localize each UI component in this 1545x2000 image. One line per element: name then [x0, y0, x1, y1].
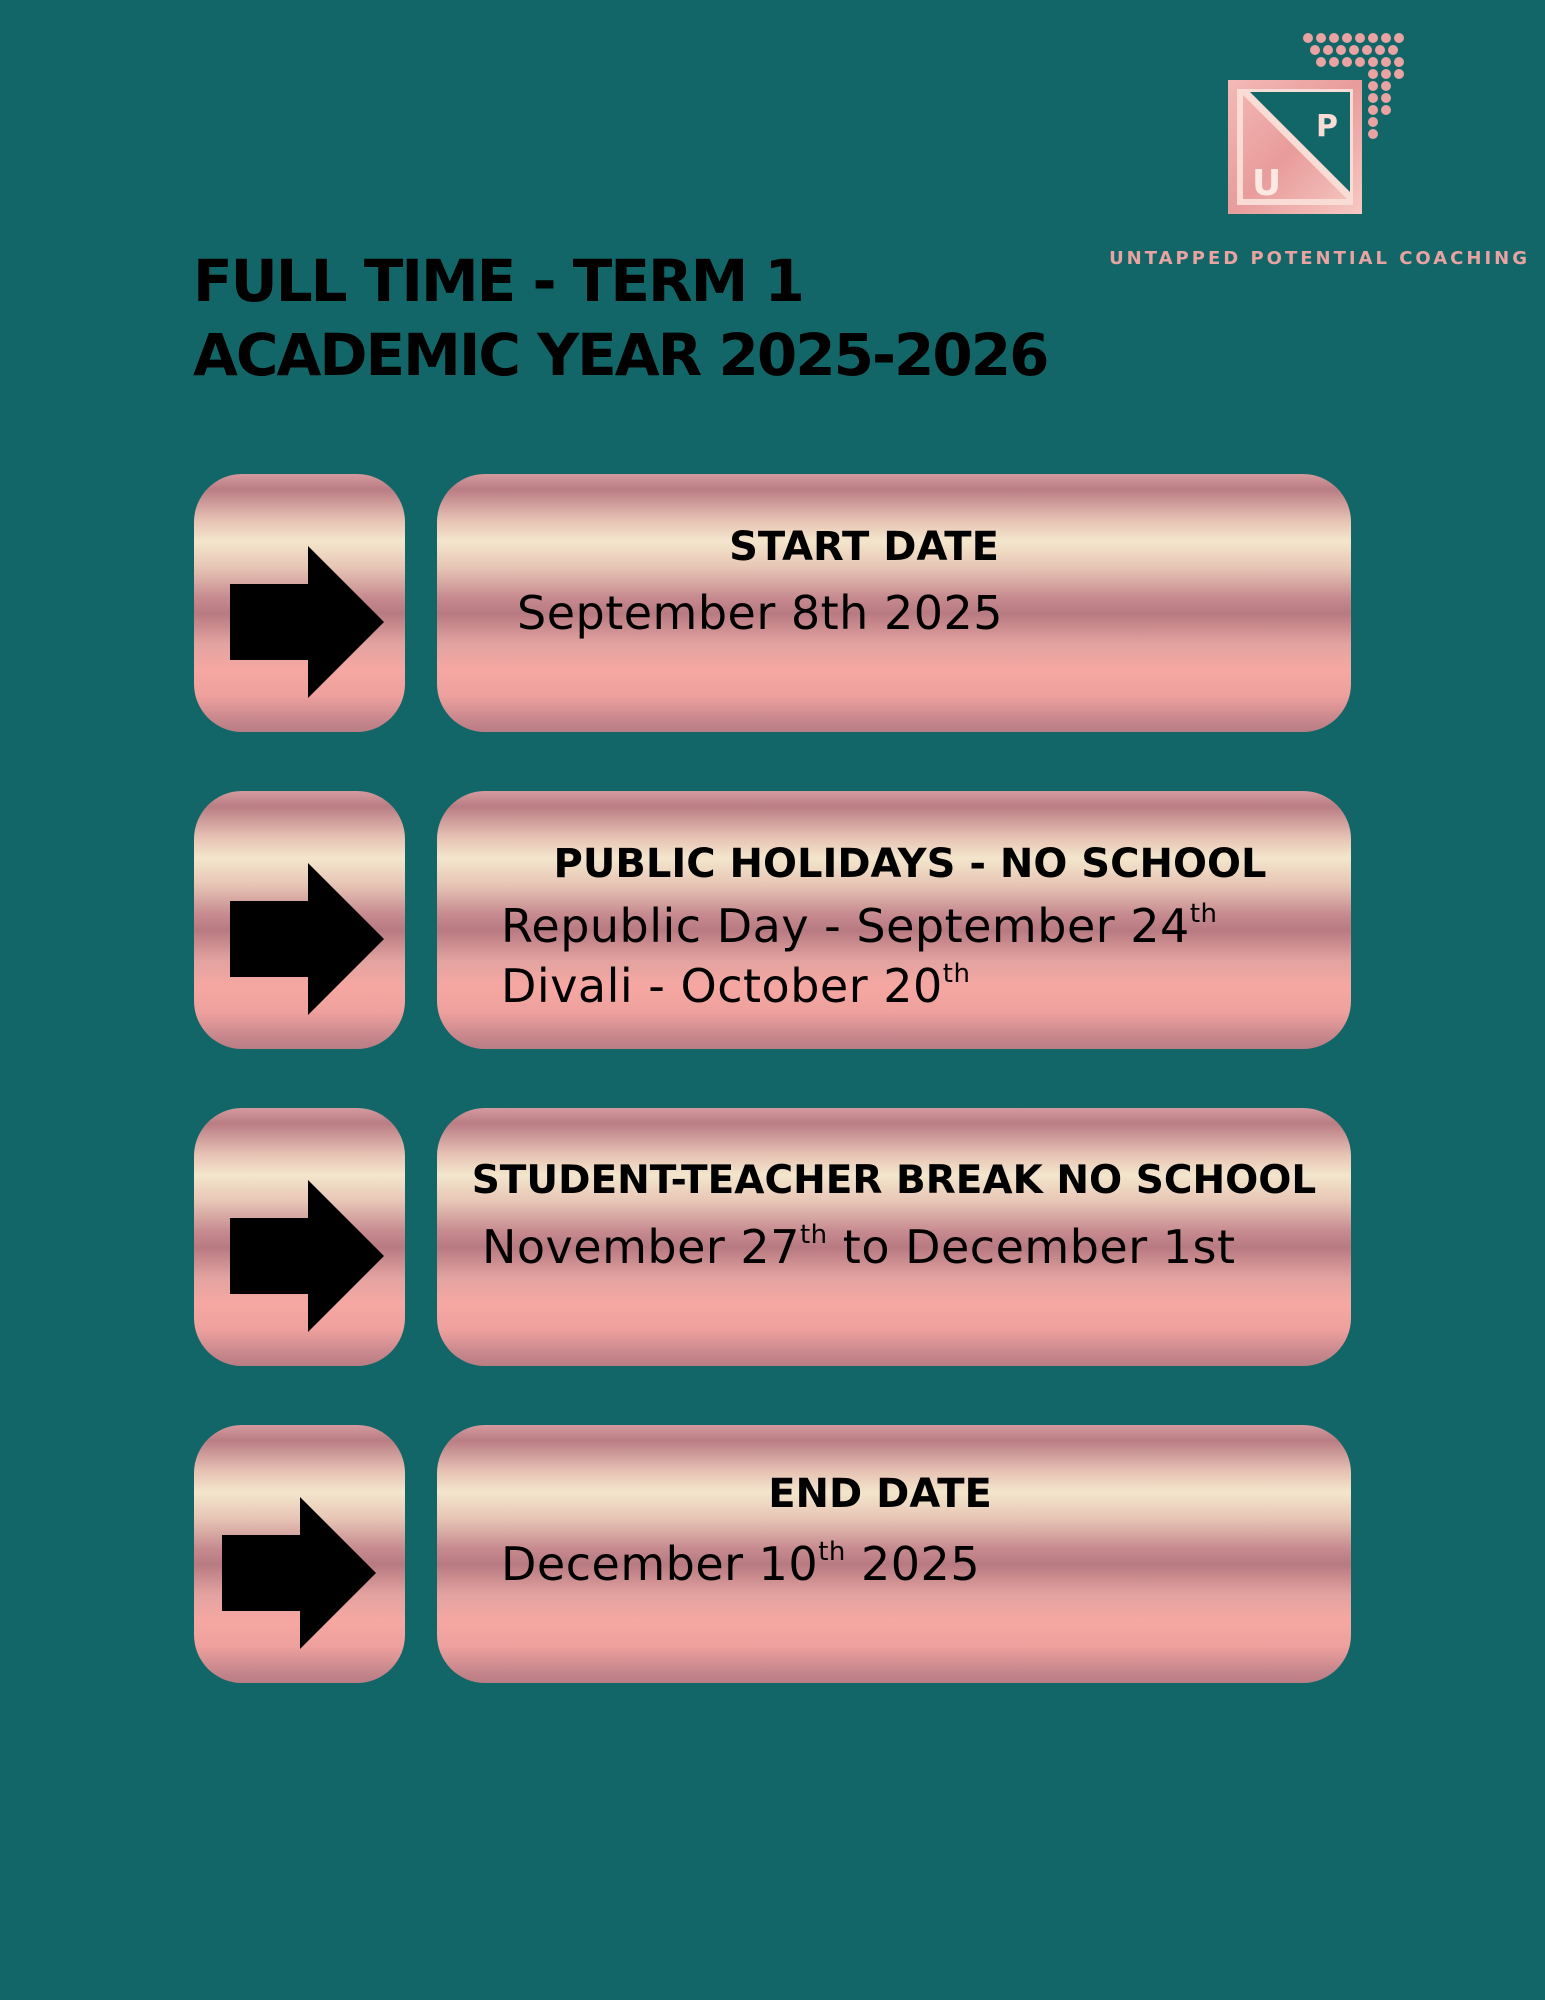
break-dates: November 27th to December 1st: [482, 1220, 1236, 1274]
svg-text:U: U: [1252, 163, 1282, 204]
arrow-tile-break: [194, 1108, 405, 1366]
svg-text:P: P: [1316, 109, 1338, 144]
start-date-value: September 8th 2025: [517, 586, 1004, 640]
public-holidays-card: [437, 791, 1351, 1049]
arrow-tile-start: [194, 474, 405, 732]
start-date-heading: START DATE: [729, 524, 999, 570]
right-arrow-icon: [230, 863, 384, 1015]
end-date-heading: END DATE: [768, 1471, 992, 1517]
brand-logo: [1050, 30, 1530, 280]
title-line-1: FULL TIME - TERM 1: [193, 247, 803, 315]
title-line-2: ACADEMIC YEAR 2025-2026: [193, 321, 1048, 389]
public-holidays-heading: PUBLIC HOLIDAYS - NO SCHOOL: [553, 841, 1267, 887]
arrow-tile-holidays: [194, 791, 405, 1049]
right-arrow-icon: [230, 1180, 384, 1332]
right-arrow-icon: [230, 546, 384, 698]
brand-name: UNTAPPED POTENTIAL COACHING: [1109, 248, 1530, 269]
arrow-tile-end: [194, 1425, 405, 1683]
start-date-card: [437, 474, 1351, 732]
up-logo-icon: [1220, 30, 1420, 220]
end-date-value: December 10th 2025: [501, 1537, 981, 1591]
holiday-divali: Divali - October 20th: [501, 959, 971, 1013]
student-teacher-break-card: [437, 1108, 1351, 1366]
end-date-card: [437, 1425, 1351, 1683]
right-arrow-icon: [222, 1497, 376, 1649]
holiday-republic-day: Republic Day - September 24th: [501, 899, 1218, 953]
page-title: [193, 244, 1047, 392]
student-teacher-break-heading: STUDENT-TEACHER BREAK NO SCHOOL: [471, 1158, 1317, 1203]
